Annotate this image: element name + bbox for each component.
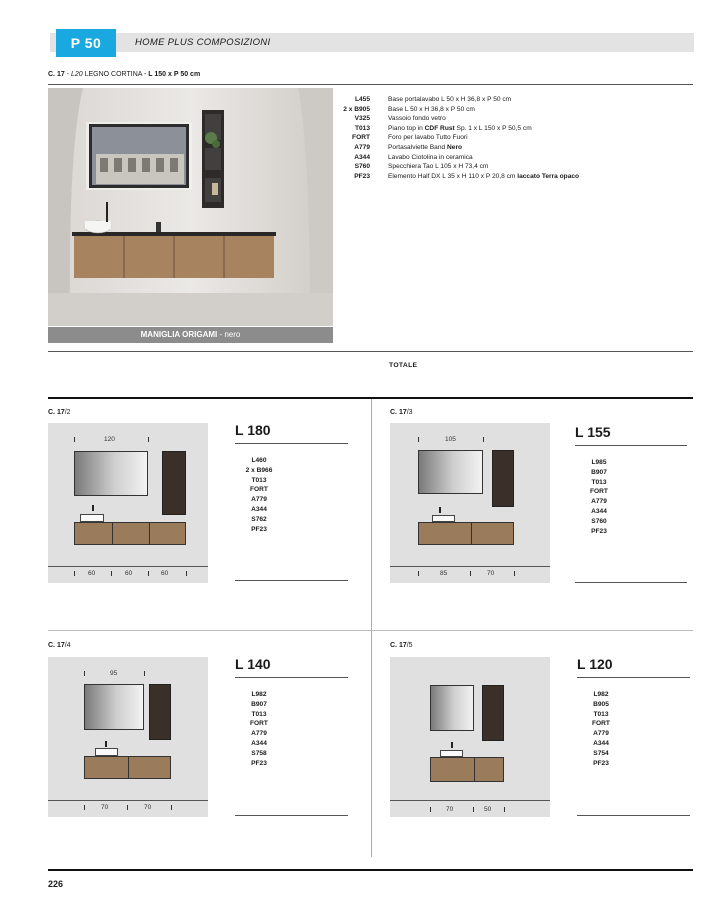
code-item: A779 xyxy=(591,498,607,506)
spec-code: A779 xyxy=(354,143,370,151)
base-dimension: 50 xyxy=(484,806,492,813)
dim-mark xyxy=(74,437,75,442)
code-item: PF23 xyxy=(593,759,609,767)
dim-line xyxy=(48,800,208,801)
finish-caption xyxy=(48,327,333,343)
dim-mark xyxy=(514,571,515,576)
spec-row xyxy=(338,124,628,134)
variant-suffix: /4 xyxy=(64,642,71,649)
bathroom-illustration xyxy=(48,88,333,326)
wall-cabinet xyxy=(492,450,514,507)
code-item: S754 xyxy=(593,749,609,757)
dim-mark xyxy=(127,805,128,810)
variant-width: L 140 xyxy=(235,656,271,672)
vanity-base xyxy=(84,756,171,779)
page-badge: P 50 xyxy=(56,29,116,57)
spec-row xyxy=(338,143,628,153)
page-number: 226 xyxy=(48,879,64,889)
code-item: PF23 xyxy=(251,759,267,767)
variant-codes xyxy=(574,458,624,536)
spec-list xyxy=(338,95,628,181)
section-title: HOME PLUS COMPOSIZIONI xyxy=(135,37,271,48)
caption-color: - nero xyxy=(217,330,241,339)
spec-row xyxy=(338,105,628,115)
variant-label xyxy=(48,409,71,416)
divider xyxy=(48,84,693,85)
code-item: L460 xyxy=(251,457,267,464)
code-item: L982 xyxy=(251,691,267,698)
code-item: S760 xyxy=(591,517,607,525)
dim-mark xyxy=(504,807,505,812)
dim-mark xyxy=(418,571,419,576)
base-dimension: 70 xyxy=(446,806,454,813)
dim-mark xyxy=(84,671,85,676)
dim-mark xyxy=(483,437,484,442)
code-item: L982 xyxy=(593,691,609,698)
tap xyxy=(439,507,441,513)
grid-vertical-divider xyxy=(371,399,372,857)
spec-row xyxy=(338,172,628,182)
code-item: A344 xyxy=(251,505,267,513)
caption-handle: MANIGLIA ORIGAMI xyxy=(140,330,218,339)
dim-mark xyxy=(470,571,471,576)
dim-line xyxy=(390,800,550,801)
vanity-base xyxy=(430,757,504,782)
code-item: FORT xyxy=(592,720,610,728)
variant-label xyxy=(390,642,413,649)
base-dimension: 85 xyxy=(440,570,448,577)
code-item: A344 xyxy=(251,739,267,747)
code-item: T013 xyxy=(591,478,607,486)
variant-width: L 180 xyxy=(235,422,271,438)
mirror xyxy=(418,450,483,494)
wall-cabinet xyxy=(149,684,171,740)
variant-diagram xyxy=(48,423,208,583)
composition-title xyxy=(48,71,200,78)
variant-codes xyxy=(234,690,284,768)
spec-code: PF23 xyxy=(354,172,370,180)
spec-code: S760 xyxy=(354,163,370,171)
spec-desc xyxy=(388,143,462,153)
desc-part: Piano top in xyxy=(388,124,425,132)
code-item: S762 xyxy=(251,515,267,523)
grid-horizontal-divider xyxy=(48,630,693,631)
dim-mark xyxy=(148,571,149,576)
divider xyxy=(235,677,348,678)
price-line xyxy=(577,815,690,816)
spec-desc: Vassoio fondo vetro xyxy=(388,115,446,123)
code-item: FORT xyxy=(250,486,268,494)
dim-mark xyxy=(84,805,85,810)
base-dimension: 70 xyxy=(101,804,109,811)
wall-cabinet xyxy=(162,451,186,515)
spec-desc: Specchiera Tao L 105 x H 73,4 cm xyxy=(388,163,489,171)
dim-line xyxy=(48,566,208,567)
basin xyxy=(95,748,118,756)
product-photo xyxy=(48,88,333,326)
dim-mark xyxy=(186,571,187,576)
spec-desc: Base portalavabo L 50 x H 36,8 x P 50 cm xyxy=(388,96,512,103)
spec-desc: Lavabo Ciotolina in ceramica xyxy=(388,153,473,161)
variant-suffix: /2 xyxy=(64,409,71,416)
base-dimension: 60 xyxy=(161,570,169,577)
code-item: PF23 xyxy=(591,527,607,535)
spec-code: T013 xyxy=(354,124,370,132)
variant-suffix: /5 xyxy=(406,642,413,649)
composition-line: L20 xyxy=(70,71,83,78)
spec-code: V325 xyxy=(354,115,370,123)
variant-codes xyxy=(234,456,284,534)
tap xyxy=(451,742,453,748)
dim-mark xyxy=(430,807,431,812)
spec-desc xyxy=(388,172,579,182)
price-line xyxy=(235,815,348,816)
mirror xyxy=(430,685,474,731)
title-sep: - xyxy=(64,71,71,78)
vanity-base xyxy=(74,522,186,545)
code-item: S758 xyxy=(251,749,267,757)
variant-suffix: /3 xyxy=(406,409,413,416)
basin xyxy=(440,750,463,757)
base-dimension: 60 xyxy=(88,570,96,577)
mirror-dimension: 95 xyxy=(110,670,118,677)
wall-cabinet xyxy=(482,685,504,741)
dim-mark xyxy=(148,437,149,442)
composition-name: LEGNO CORTINA xyxy=(82,71,144,78)
price-line xyxy=(575,582,687,583)
spec-code: 2 x B905 xyxy=(343,105,370,113)
footer-divider xyxy=(48,869,693,871)
price-line xyxy=(235,580,348,581)
variant-width: L 155 xyxy=(575,424,611,440)
spec-code: L455 xyxy=(354,96,370,103)
variant-diagram xyxy=(48,657,208,817)
variant-diagram xyxy=(390,423,550,583)
code-item: A779 xyxy=(593,730,609,738)
tap xyxy=(105,741,107,747)
desc-part: Portasalviette Band xyxy=(388,143,448,151)
composition-code: C. 17 xyxy=(48,71,65,78)
dim-mark xyxy=(111,571,112,576)
composition-size: L 150 x P 50 cm xyxy=(148,71,201,78)
title-sep: - xyxy=(144,71,149,78)
base-dimension: 70 xyxy=(144,804,152,811)
code-item: T013 xyxy=(593,710,609,718)
code-item: T013 xyxy=(251,476,267,484)
mirror xyxy=(74,451,148,496)
spec-desc: Base L 50 x H 36,8 x P 50 cm xyxy=(388,105,475,113)
variant-codes xyxy=(576,690,626,768)
desc-part: Sp. 1 x L 150 x P 50,5 cm xyxy=(454,124,532,132)
code-item: A779 xyxy=(251,730,267,738)
total-label: TOTALE xyxy=(389,362,418,369)
desc-part: Elemento Half DX L 35 x H 110 x P 20,8 cm xyxy=(388,172,518,180)
code-item: FORT xyxy=(250,720,268,728)
spec-row xyxy=(338,95,628,105)
dim-mark xyxy=(144,671,145,676)
variant-diagram xyxy=(390,657,550,817)
code-item: A344 xyxy=(591,507,607,515)
variant-code: C. 17 xyxy=(48,409,65,416)
code-item: FORT xyxy=(590,488,608,496)
dim-mark xyxy=(473,807,474,812)
divider xyxy=(235,443,348,444)
spec-desc xyxy=(388,124,532,134)
base-dimension: 70 xyxy=(487,570,495,577)
spec-row xyxy=(338,153,628,163)
variant-code: C. 17 xyxy=(390,409,407,416)
code-item: B905 xyxy=(593,700,609,708)
mirror xyxy=(84,684,144,730)
variant-label xyxy=(48,642,71,649)
desc-finish: Nero xyxy=(447,143,463,151)
code-item: A344 xyxy=(593,739,609,747)
code-item: PF23 xyxy=(251,525,267,533)
spec-row xyxy=(338,162,628,172)
code-item: B907 xyxy=(251,700,267,708)
divider xyxy=(48,351,693,352)
basin xyxy=(80,514,104,522)
spec-code: FORT xyxy=(352,134,370,142)
base-dimension: 60 xyxy=(125,570,133,577)
code-item: 2 x B966 xyxy=(245,466,273,474)
code-item: A779 xyxy=(251,496,267,504)
mirror-dimension: 120 xyxy=(104,436,115,443)
spec-row xyxy=(338,114,628,124)
spec-desc: Foro per lavabo Tutto Fuori xyxy=(388,134,468,142)
spec-code: A344 xyxy=(354,153,370,161)
vanity-base xyxy=(418,522,514,545)
tap xyxy=(92,505,94,511)
basin xyxy=(432,515,455,522)
divider xyxy=(575,445,687,446)
code-item: B907 xyxy=(591,468,607,476)
desc-finish: laccato Terra opaco xyxy=(517,172,580,180)
mirror-dimension: 105 xyxy=(445,436,456,443)
variant-width: L 120 xyxy=(577,656,613,672)
desc-finish: CDF Rust xyxy=(424,124,455,132)
divider xyxy=(577,677,690,678)
dim-line xyxy=(390,566,550,567)
spec-row xyxy=(338,133,628,143)
variant-code: C. 17 xyxy=(48,642,65,649)
code-item: L985 xyxy=(591,459,607,466)
variant-code: C. 17 xyxy=(390,642,407,649)
dim-mark xyxy=(171,805,172,810)
code-item: T013 xyxy=(251,710,267,718)
dim-mark xyxy=(418,437,419,442)
dim-mark xyxy=(74,571,75,576)
variant-label xyxy=(390,409,413,416)
